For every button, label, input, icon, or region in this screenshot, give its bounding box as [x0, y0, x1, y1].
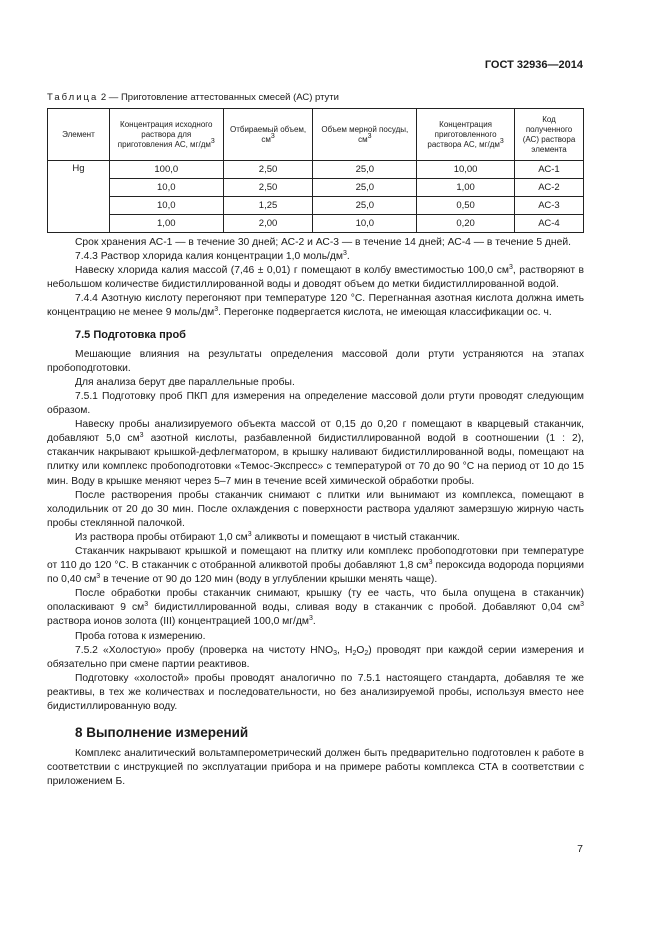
paragraph-7-4-3: 7.4.3 Раствор хлорида калия концентрации 1,0 моль/$дм^3$. — [75, 250, 350, 263]
table-cell: 10,0 — [109, 179, 223, 197]
table-row — [48, 215, 584, 233]
page-number: 7 — [577, 843, 583, 855]
table-caption-text: 2 — Приготовление аттестованных смесей (АС) ртути — [98, 92, 339, 103]
body-text — [47, 236, 584, 789]
table-cell: 10,00 — [417, 161, 515, 179]
table-row — [48, 179, 584, 197]
paragraph-peroxide: Стаканчик накрывают крышкой и помещают на плитку или комплекс пробоподготовки при температуре от 110 до 120 °С. В стаканчик с отобранной аликвотой пробы добавляют 1,8 $см^3$ пероксида водорода порциями по 0,40 $см^3$ в течение от 90 до 120 мин (воду в углублении крышки менять чаще). — [47, 545, 585, 586]
table-cell: 2,50 — [223, 179, 313, 197]
table-cell: 1,25 — [223, 197, 313, 215]
table-cell: 0,50 — [417, 197, 515, 215]
paragraph-7-5-1: 7.5.1 Подготовку проб ПКП для измерения на определение массовой доли ртути проводят следующим образом. — [47, 390, 584, 417]
table-cell: АС-4 — [515, 215, 584, 233]
paragraph-7-4-4: 7.4.4 Азотную кислоту перегоняют при температуре 120 °С. Перегнанная азотная кислота должна иметь концентрацию не менее 9 моль/$дм^3$. Перегонке подвергается кислота, не имеющая классификации ос. ч. — [47, 293, 584, 319]
table-cell: АС-2 — [515, 179, 584, 197]
col-header-code: Код полученного (АС) раствора элемента — [515, 109, 584, 161]
table-cell: 25,0 — [313, 197, 417, 215]
table-cell: 100,0 — [109, 161, 223, 179]
col-header-source-conc: Концентрация исходного раствора для приготовления АС, $мг/дм^3$ — [109, 109, 223, 161]
table-cell: 1,00 — [109, 215, 223, 233]
col-header-flask-volume: Объем мерной посуды, $см^3$ — [313, 109, 417, 161]
table-caption — [47, 92, 339, 103]
document-id-header: ГОСТ 32936—2014 — [484, 59, 583, 71]
table-header-row — [48, 109, 584, 161]
cell-element: Hg — [48, 161, 110, 233]
table-caption-word: Таблица — [47, 92, 99, 103]
paragraph-gold-solution: После обработки пробы стаканчик снимают, крышку (ту ее часть, что была опущена в стаканчик) ополаскивают 9 $см^3$ бидистиллированной воды, сливая воду в стаканчик с пробой. Добавляют 0,04 $см^3$ раствора ионов золота (III) концентрацией 100,0 $мг/дм^3$. — [47, 588, 584, 628]
paragraph-parallel: Для анализа берут две параллельные пробы. — [75, 376, 295, 388]
paragraph-after-dissolution: После растворения пробы стаканчик снимают с плитки или вынимают из комплекса, помещают в холодильник от 20 до 30 мин. После охлаждения с поверхности раствора удаляют замерзшую жирную часть пробы стеклянной палочкой. — [47, 489, 584, 529]
paragraph-blank: Подготовку «холостой» пробы проводят аналогично по 7.5.1 настоящего стандарта, добавляя те же реактивы, в тех же количествах и последовательности, но без анализируемой пробы, используя вместо нее бидистиллированную воду. — [47, 672, 584, 712]
paragraph-kcl: Навеску хлорида калия массой (7,46 ± 0,01) г помещают в колбу вместимостью 100,0 $см^3$, растворяют в небольшом количестве бидистиллированной воды и доводят объем до метки бидистиллированной водой. — [47, 264, 584, 291]
table-cell: 25,0 — [313, 161, 417, 179]
table-row — [48, 161, 584, 179]
table-cell: 25,0 — [313, 179, 417, 197]
table-cell: 2,50 — [223, 161, 313, 179]
table-cell: 0,20 — [417, 215, 515, 233]
table-cell: 10,0 — [109, 197, 223, 215]
paragraph-7-5-2: 7.5.2 «Холостую» пробу (проверка на чистоту $HNO_3$, $H_2O_2$) проводят при каждой серии измерения и обязательно при смене партии реактивов. — [47, 644, 584, 670]
col-header-prepared-conc: Концентрация приготовленного раствора АС, $мг/дм^3$ — [417, 109, 515, 161]
paragraph-interference: Мешающие влияния на результаты определения массовой доли ртути устраняются на этапах пробоподготовки. — [47, 348, 584, 374]
table-row — [48, 197, 584, 215]
paragraph-complex: Комплекс аналитический вольтамперометрический должен быть предварительно подготовлен к работе в соответствии с инструкцией по эксплуатации прибора и на примере работы комплекса СТА в соответствии с приложением Б. — [47, 748, 584, 788]
paragraph-aliquot: Из раствора пробы отбирают 1,0 $см^3$ аликвоты и помещают в чистый стаканчик. — [75, 530, 460, 543]
paragraph-storage: Срок хранения АС-1 — в течение 30 дней; АС-2 и АС-3 — в течение 14 дней; АС-4 — в течение 5 дней. — [75, 237, 571, 248]
paragraph-ready: Проба готова к измерению. — [75, 630, 206, 642]
table-cell: АС-3 — [515, 197, 584, 215]
section-heading-7-5: 7.5 Подготовка проб — [75, 328, 186, 341]
col-header-element: Элемент — [48, 109, 110, 161]
table-cell: АС-1 — [515, 161, 584, 179]
preparation-table — [47, 108, 584, 233]
col-header-volume-taken: Отбираемый объем, $см^3$ — [223, 109, 313, 161]
table-cell: 10,0 — [313, 215, 417, 233]
table-cell: 2,00 — [223, 215, 313, 233]
paragraph-sample-weight: Навеску пробы анализируемого объекта массой от 0,15 до 0,20 г помещают в кварцевый стаканчик, добавляют 5,0 $см^3$ азотной кислоты, разбавленной бидистиллированной водой в соотношении (1 : 2), стаканчик накрывают крышкой-дефлегматором, в крышку наливают бидистиллированной воды, помещают на плитку или комплекс пробоподготовки «Темос-Экспресс» с температурой от 70 до 90 °С на период от 10 до 15 мин. Воду в крышке меняют через 5–7 мин в течение всей химической обработки пробы. — [47, 419, 584, 487]
table-cell: 1,00 — [417, 179, 515, 197]
section-heading-8: 8 Выполнение измерений — [75, 725, 249, 741]
